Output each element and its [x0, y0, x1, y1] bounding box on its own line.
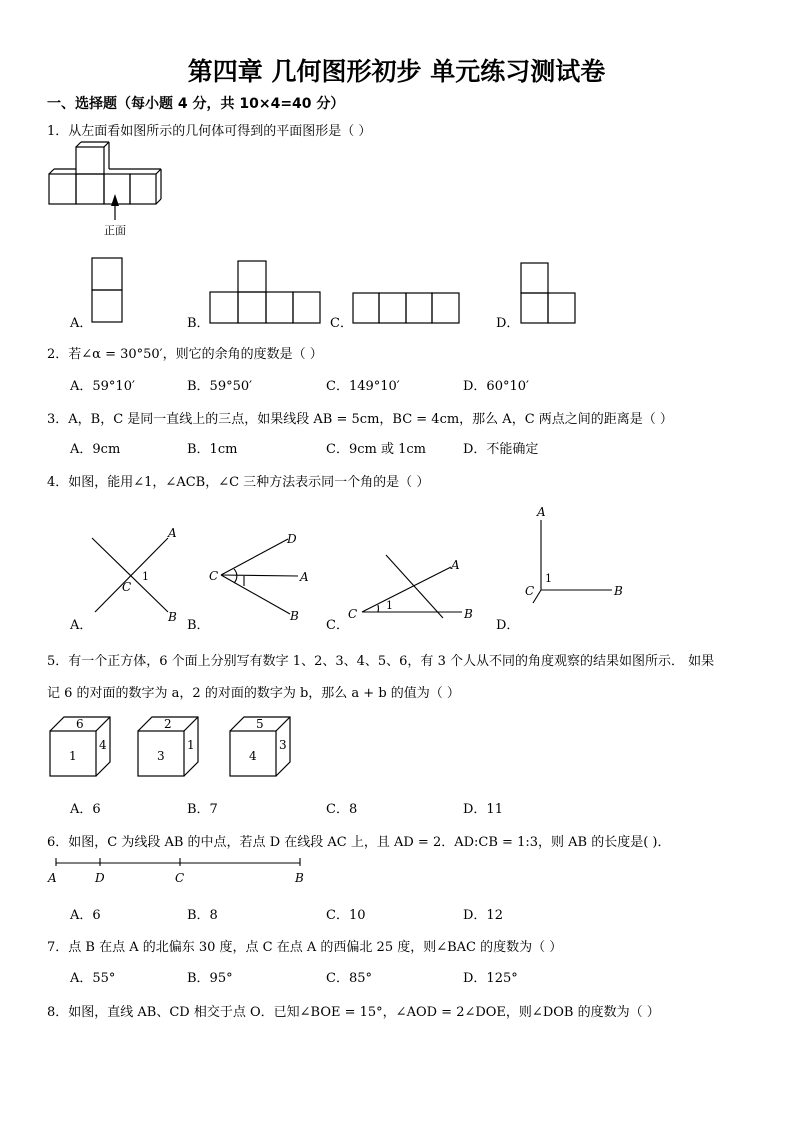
q4b-label-d: D	[287, 532, 297, 546]
q1-option-c[interactable]: C．	[330, 316, 353, 331]
q5-option-d[interactable]: D．11	[463, 802, 503, 817]
q1-option-b[interactable]: B．	[187, 316, 210, 331]
question-8: 8．如图，直线 AB、CD 相交于点 O．已知∠BOE = 15°，∠AOD = 2∠DOE，则∠DOB 的度数为（ ）	[47, 1005, 660, 1020]
q4a-label-a: A	[168, 526, 177, 540]
q6-point-b: B	[295, 871, 304, 885]
front-label: 正面	[104, 224, 126, 237]
q4b-label-a: A	[300, 570, 309, 584]
question-3: 3．A，B，C 是同一直线上的三点，如果线段 AB = 5cm，BC = 4cm，那么 A，C 两点之间的距离是（ ）	[47, 412, 673, 427]
q4d-label-1: 1	[545, 572, 552, 585]
q6-point-d: D	[95, 871, 105, 885]
q7-option-a[interactable]: A．55°	[70, 971, 116, 986]
cube3-side: 3	[279, 738, 287, 752]
q4c-label-c: C	[348, 607, 358, 621]
q5-option-c[interactable]: C．8	[326, 802, 358, 817]
q6-option-a[interactable]: A．6	[70, 908, 101, 923]
question-7: 7．点 B 在点 A 的北偏东 30 度，点 C 在点 A 的西偏北 25 度，则∠BAC 的度数为（ ）	[47, 940, 563, 955]
q3-option-b[interactable]: B．1cm	[187, 442, 238, 457]
q5-option-b[interactable]: B．7	[187, 802, 218, 817]
cube2-side: 1	[187, 738, 195, 752]
q2-option-b[interactable]: B．59°50′	[187, 379, 253, 394]
q4-option-b[interactable]: B．	[187, 618, 210, 633]
q6-option-b[interactable]: B．8	[187, 908, 218, 923]
q4d-label-c: C	[525, 584, 535, 598]
q1-option-d[interactable]: D．	[496, 316, 520, 331]
q4b-label-b: B	[290, 609, 299, 623]
q4a-label-b: B	[168, 610, 177, 624]
q4b-label-c: C	[209, 569, 219, 583]
q4d-label-a: A	[537, 505, 546, 519]
question-5-line-1: 5．有一个正方体，6 个面上分别写有数字 1、2、3、4、5、6，有 3 个人从不同的角度观察的结果如图所示． 如果	[47, 654, 715, 669]
question-5-line-2: 记 6 的对面的数字为 a，2 的对面的数字为 b，那么 a + b 的值为（ ）	[47, 686, 460, 701]
cube1-front: 1	[69, 749, 77, 763]
q4-option-a[interactable]: A．	[70, 618, 93, 633]
q7-option-d[interactable]: D．125°	[463, 971, 518, 986]
q3-option-d[interactable]: D．不能确定	[463, 442, 539, 457]
q4-option-d[interactable]: D．	[496, 618, 520, 633]
q6-point-a: A	[48, 871, 57, 885]
q4c-label-a: A	[451, 558, 460, 572]
q2-option-a[interactable]: A．59°10′	[70, 379, 135, 394]
q3-option-a[interactable]: A．9cm	[70, 442, 121, 457]
q6-option-c[interactable]: C．10	[326, 908, 366, 923]
q5-option-a[interactable]: A．6	[70, 802, 101, 817]
cube2-front: 3	[157, 749, 165, 763]
q4-option-c[interactable]: C．	[326, 618, 349, 633]
q4a-label-c: C	[122, 580, 132, 594]
q7-option-c[interactable]: C．85°	[326, 971, 372, 986]
q2-option-c[interactable]: C．149°10′	[326, 379, 400, 394]
cube3-top: 5	[256, 717, 264, 731]
q4c-label-b: B	[464, 607, 473, 621]
page-title: 第四章 几何图形初步 单元练习测试卷	[187, 57, 606, 86]
question-1: 1．从左面看如图所示的几何体可得到的平面图形是（ ）	[47, 124, 372, 139]
q6-option-d[interactable]: D．12	[463, 908, 503, 923]
cube1-side: 4	[99, 738, 107, 752]
cube2-top: 2	[164, 717, 172, 731]
question-4: 4．如图，能用∠1，∠ACB，∠C 三种方法表示同一个角的是（ ）	[47, 475, 430, 490]
q3-option-c[interactable]: C．9cm 或 1cm	[326, 442, 426, 457]
question-6: 6．如图，C 为线段 AB 的中点，若点 D 在线段 AC 上，且 AD = 2．AD:CB = 1:3，则 AB 的长度是( )．	[47, 835, 671, 850]
q1-option-a[interactable]: A．	[70, 316, 93, 331]
q7-option-b[interactable]: B．95°	[187, 971, 233, 986]
section-heading: 一、选择题（每小题 4 分，共 10×4=40 分）	[47, 96, 345, 112]
q2-option-d[interactable]: D．60°10′	[463, 379, 529, 394]
question-2: 2．若∠α = 30°50′，则它的余角的度数是（ ）	[47, 347, 323, 362]
q6-point-c: C	[175, 871, 185, 885]
q4a-label-1: 1	[142, 570, 149, 583]
cube1-top: 6	[76, 717, 84, 731]
q4c-label-1: 1	[386, 599, 393, 612]
q4d-label-b: B	[614, 584, 623, 598]
cube3-front: 4	[249, 749, 257, 763]
